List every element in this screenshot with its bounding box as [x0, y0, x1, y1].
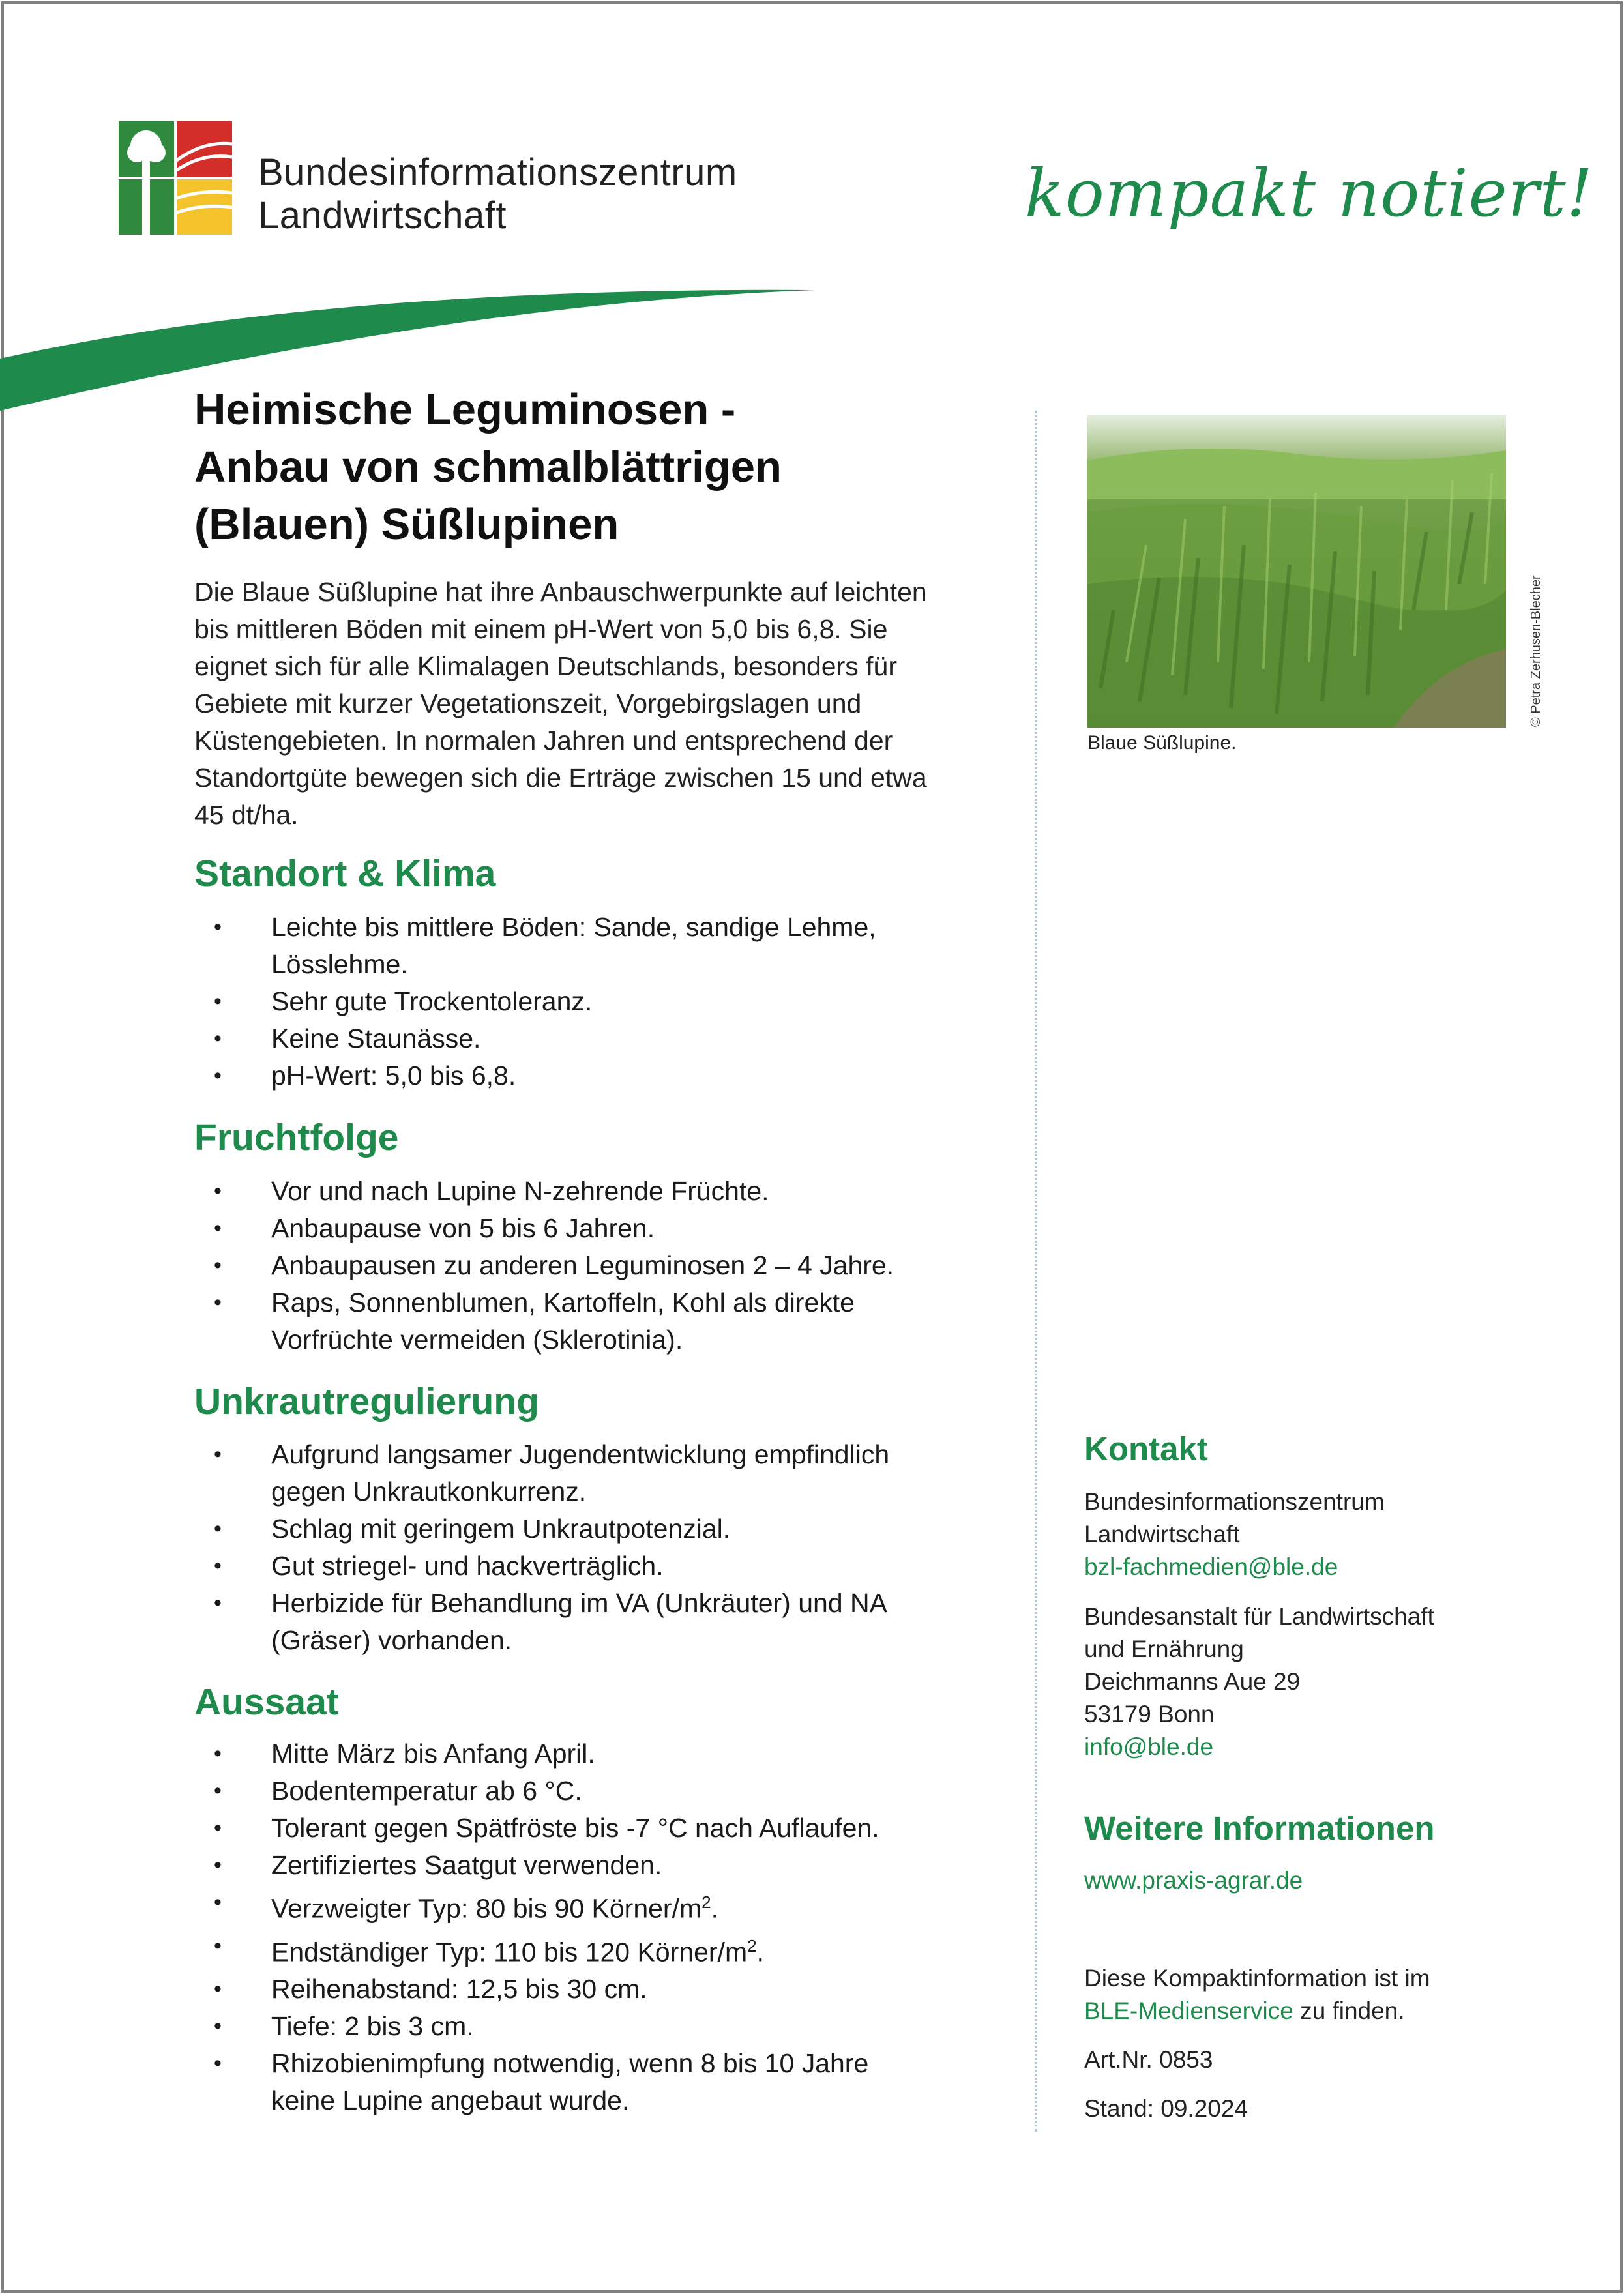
tagline: kompakt notiert! [1025, 155, 1593, 231]
list-standort [194, 909, 1009, 1095]
list-item: • Gut striegel- und hackverträglich. [194, 1548, 1009, 1585]
heading-fruchtfolge: Fruchtfolge [194, 1117, 399, 1158]
stand-date: Stand: 09.2024 [1084, 2095, 1248, 2122]
lupine-photo [1087, 415, 1506, 728]
list-item: • Tolerant gegen Spätfröste bis -7 °C nach Auflaufen. [194, 1810, 1009, 1847]
heading-kontakt: Kontakt [1084, 1430, 1208, 1467]
list-item: • Vor und nach Lupine N-zehrende Früchte. [194, 1173, 1009, 1210]
list-item: • Rhizobienimpfung notwendig, wenn 8 bis 10 Jahre keine Lupine angebaut wurde. [194, 2045, 1009, 2119]
praxis-agrar-link[interactable]: www.praxis-agrar.de [1084, 1867, 1303, 1894]
list-fruchtfolge [194, 1173, 1009, 1359]
list-item: • Aufgrund langsamer Jugendentwicklung empfindlich gegen Unkrautkonkurrenz. [194, 1436, 1009, 1510]
org-name: Bundesinformationszentrum Landwirtschaft [258, 151, 737, 237]
list-unkraut [194, 1436, 1009, 1659]
list-item: • Zertifiziertes Saatgut verwenden. [194, 1847, 1009, 1884]
heading-standort: Standort & Klima [194, 853, 496, 894]
list-item: • Verzweigter Typ: 80 bis 90 Körner/$m^2$. [194, 1884, 1009, 1928]
list-item: • Herbizide für Behandlung im VA (Unkräuter) und NA (Gräser) vorhanden. [194, 1585, 1009, 1659]
intro-paragraph: Die Blaue Süßlupine hat ihre Anbauschwerpunkte auf leichten bis mittleren Böden mit einem pH-Wert von 5,0 bis 6,8. Sie eignet sich für alle Klimalagen Deutschlands, besonders für Gebiete mit kurzer Vegetationszeit, Vorgebirgslagen und Küstengebieten. In normalen Jahren und entsprechend der Standortgüte bewegen sich die Erträge zwischen 15 und etwa 45 dt/ha. [194, 577, 927, 830]
column-divider [1035, 411, 1037, 2132]
list-item: • Schlag mit geringem Unkrautpotenzial. [194, 1510, 1009, 1548]
list-item: • Tiefe: 2 bis 3 cm. [194, 2008, 1009, 2045]
contact-ble: Bundesanstalt für Landwirtschaft und Ernährung Deichmanns Aue 29 53179 Bonn info@ble.de [1084, 1600, 1567, 1763]
list-item: • Reihenabstand: 12,5 bis 30 cm. [194, 1971, 1009, 2008]
list-item: • pH-Wert: 5,0 bis 6,8. [194, 1057, 1009, 1095]
article-number: Art.Nr. 0853 [1084, 2046, 1213, 2073]
footer-note: Diese Kompaktinformation ist im BLE-Medienservice zu finden. [1084, 1965, 1430, 2024]
list-item: • Sehr gute Trockentoleranz. [194, 983, 1009, 1020]
list-item: • Raps, Sonnenblumen, Kartoffeln, Kohl als direkte Vorfrüchte vermeiden (Sklerotinia). [194, 1284, 1009, 1359]
list-item: • Anbaupausen zu anderen Leguminosen 2 – 4 Jahre. [194, 1247, 1009, 1284]
photo-caption: Blaue Süßlupine. [1087, 732, 1237, 754]
email-link-bzl[interactable]: bzl-fachmedien@ble.de [1084, 1553, 1338, 1580]
list-item: • Leichte bis mittlere Böden: Sande, sandige Lehme, Lösslehme. [194, 909, 1009, 983]
list-item: • Keine Staunässe. [194, 1020, 1009, 1057]
bzl-logo [119, 121, 232, 235]
list-aussaat [194, 1735, 1009, 2119]
list-item: • Bodentemperatur ab 6 °C. [194, 1772, 1009, 1810]
list-item: • Anbaupause von 5 bis 6 Jahren. [194, 1210, 1009, 1247]
heading-unkraut: Unkrautregulierung [194, 1381, 539, 1422]
page-title: Heimische Leguminosen - Anbau von schmalblättrigen (Blauen) Süßlupinen [194, 385, 782, 549]
heading-weitere: Weitere Informationen [1084, 1810, 1435, 1847]
medienservice-link[interactable]: BLE-Medienservice [1084, 1997, 1293, 2024]
photo-credit: © Petra Zerhusen-Blecher [1529, 575, 1543, 727]
email-link-ble[interactable]: info@ble.de [1084, 1733, 1214, 1760]
contact-bzl: Bundesinformationszentrum Landwirtschaft bzl-fachmedien@ble.de [1084, 1486, 1567, 1583]
list-item: • Mitte März bis Anfang April. [194, 1735, 1009, 1772]
heading-aussaat: Aussaat [194, 1681, 339, 1723]
list-item: • Endständiger Typ: 110 bis 120 Körner/$m^2$. [194, 1928, 1009, 1971]
